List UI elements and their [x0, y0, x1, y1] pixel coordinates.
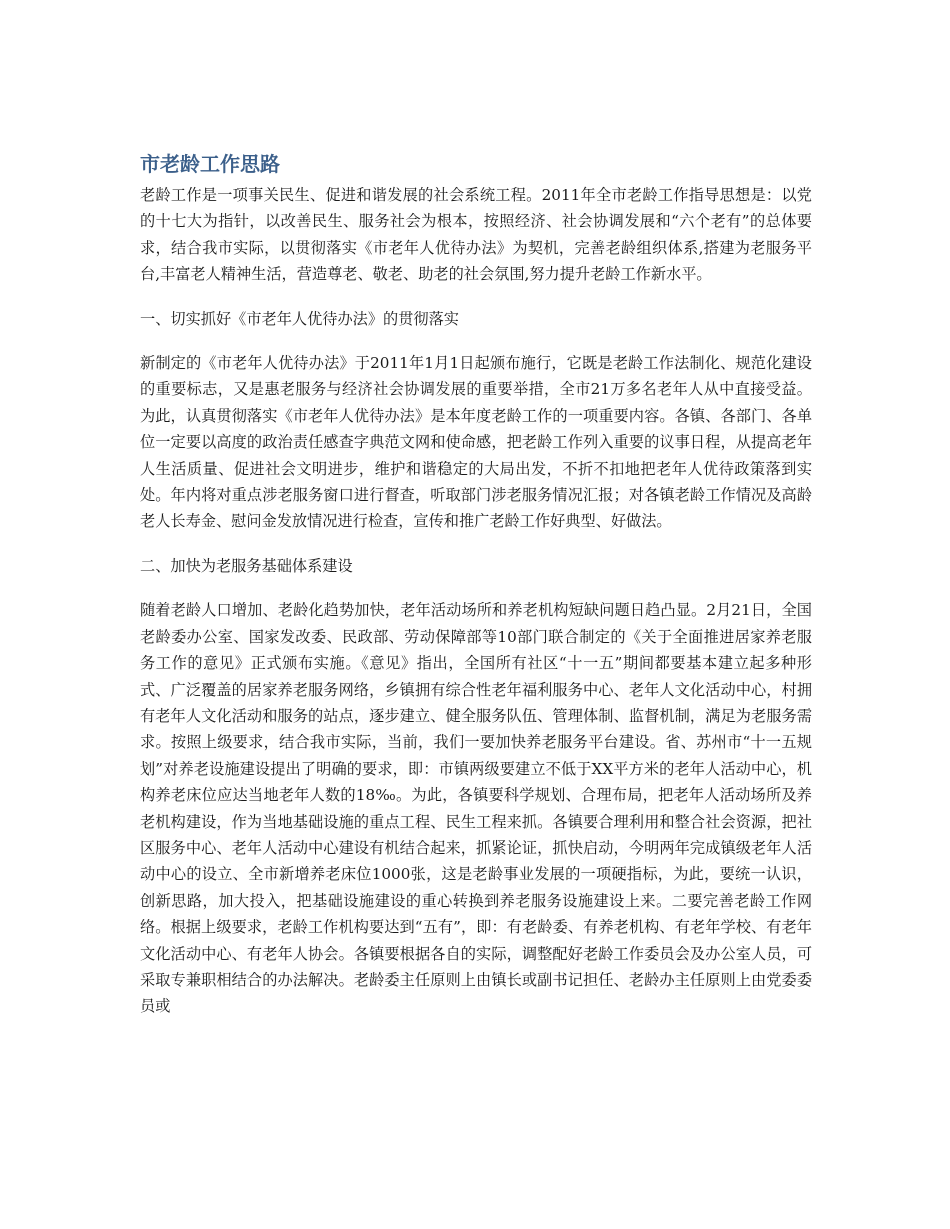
document-page	[140, 150, 812, 1020]
intro-paragraph: 老龄工作是一项事关民生、促进和谐发展的社会系统工程。2011年全市老龄工作指导思想是：以党的十七大为指针，以改善民生、服务社会为根本，按照经济、社会协调发展和“六个老有”的总体要求，结合我市实际，以贯彻落实《市老年人优待办法》为契机，完善老龄组织体系,搭建为老服务平台,丰富老人精神生活，营造尊老、敬老、助老的社会氛围,努力提升老龄工作新水平。	[140, 186, 812, 284]
document-title: 市老龄工作思路	[140, 152, 280, 176]
section-heading-1: 一、切实抓好《市老年人优待办法》的贯彻落实	[140, 309, 459, 328]
section-body-2: 随着老龄人口增加、老龄化趋势加快，老年活动场所和养老机构短缺问题日趋凸显。2月21日，全国老龄委办公室、国家发改委、民政部、劳动保障部等10部门联合制定的《关于全面推进居家养老服务工作的意见》正式颁布实施。《意见》指出，全国所有社区“十一五”期间都要基本建立起多种形式、广泛覆盖的居家养老服务网络，乡镇拥有综合性老年福利服务中心、老年人文化活动中心，村拥有老年人文化活动和服务的站点，逐步建立、健全服务队伍、管理体制、监督机制，满足为老服务需求。按照上级要求，结合我市实际，当前，我们一要加快养老服务平台建设。省、苏州市“十一五规划”对养老设施建设提出了明确的要求，即：市镇两级要建立不低于XX平方米的老年人活动中心，机构养老床位应达当地老年人数的18‰。为此，各镇要科学规划、合理布局，把老年人活动场所及养老机构建设，作为当地基础设施的重点工程、民生工程来抓。各镇要合理利用和整合社会资源，把社区服务中心、老年人活动中心建设有机结合起来，抓紧论证，抓快启动，今明两年完成镇级老年人活动中心的设立、全市新增养老床位1000张，这是老龄事业发展的一项硬指标，为此，要统一认识，创新思路，加大投入，把基础设施建设的重心转换到养老服务设施建设上来。二要完善老龄工作网络。根据上级要求，老龄工作机构要达到“五有”，即：有老龄委、有养老机构、有老年学校、有老年文化活动中心、有老年人协会。各镇要根据各自的实际，调整配好老龄工作委员会及办公室人员，可采取专兼职相结合的办法解决。老龄委主任原则上由镇长或副书记担任、老龄办主任原则上由党委委员或	[140, 601, 812, 1016]
section-body-1: 新制定的《市老年人优待办法》于2011年1月1日起颁布施行，它既是老龄工作法制化、规范化建设的重要标志，又是惠老服务与经济社会协调发展的重要举措，全市21万多名老年人从中直接受益。为此，认真贯彻落实《市老年人优待办法》是本年度老龄工作的一项重要内容。各镇、各部门、各单位一定要以高度的政治责任感查字典范文网和使命感，把老龄工作列入重要的议事日程，从提高老年人生活质量、促进社会文明进步，维护和谐稳定的大局出发，不折不扣地把老年人优待政策落到实处。年内将对重点涉老服务窗口进行督查，听取部门涉老服务情况汇报；对各镇老龄工作情况及高龄老人长寿金、慰问金发放情况进行检查，宣传和推广老龄工作好典型、好做法。	[140, 354, 812, 531]
section-heading-2: 二、加快为老服务基础体系建设	[140, 556, 353, 575]
